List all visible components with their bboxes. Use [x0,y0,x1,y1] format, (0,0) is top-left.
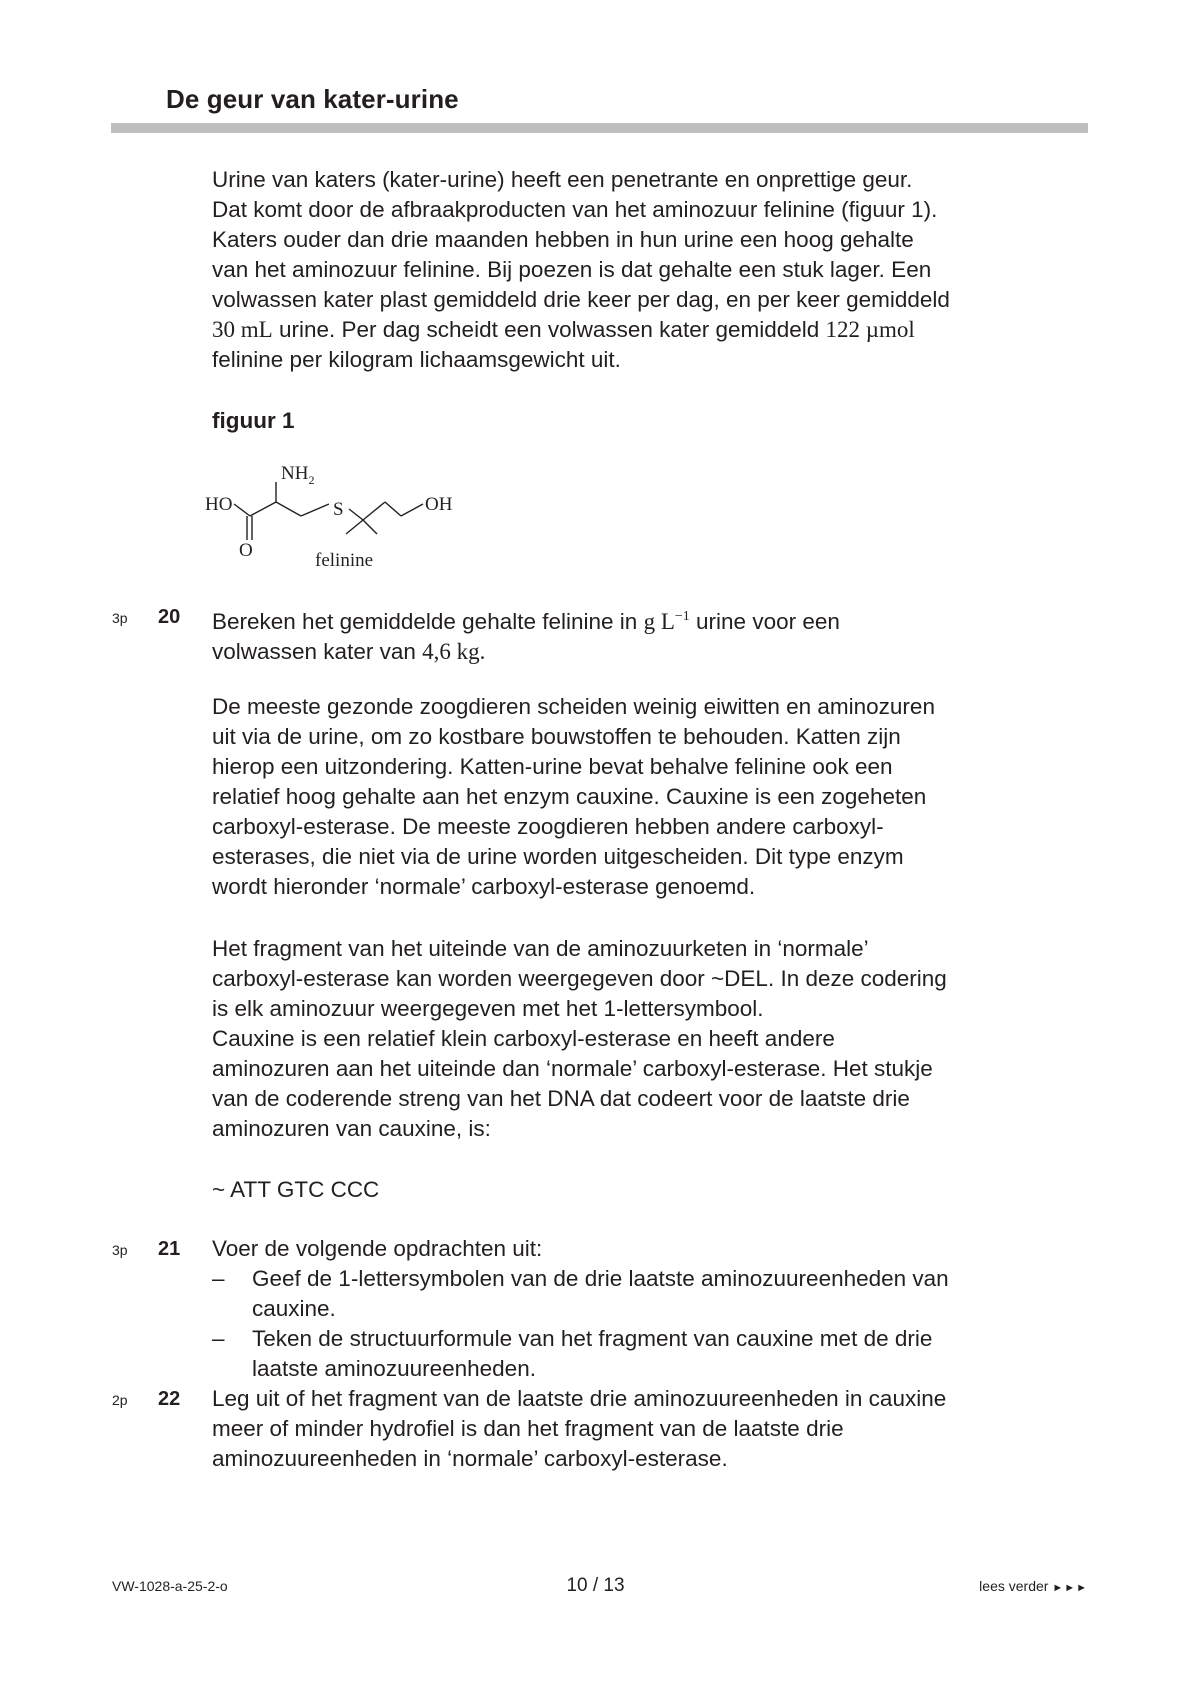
s-label: S [333,499,344,520]
page-number: 10 / 13 [566,1575,625,1596]
urine-volume: 30 mL [212,317,273,342]
exam-code: VW-1028-a-25-2-o [112,1578,228,1594]
o-label: O [239,540,253,561]
body-mass: 4,6 kg. [422,639,486,664]
felinine-structure-diagram [205,458,465,573]
question-points: 2p [112,1392,128,1408]
dna-sequence: ~ ATT GTC CCC [212,1177,380,1202]
question-22-text: Leg uit of het fragment van de laatste drie aminozuureenheden in cauxine meer of minder hydrofiel is dan het fragment van de laatste drie aminozuureenheden in ‘normale’ carboxyl-esterase. [212,1386,947,1471]
unit: g L [643,609,675,634]
intro-paragraph [212,165,1092,375]
paragraph-fragment: Het fragment van het uiteinde van de aminozuurketen in ‘normale’ carboxyl-esterase kan worden weergegeven door ~DEL. In deze codering is elk aminozuur weergegeven met het 1-lettersymbool. Cauxine is een relatief klein carboxyl-esterase en heeft andere aminozuren aan het uiteinde dan ‘normale’ carboxyl-esterase. Het stukje van de coderende streng van het DNA dat codeert voor de laatste drie aminozuren van cauxine, is: [212,936,947,1141]
nh2-label: $NH_2$ [281,463,315,487]
page-title: De geur van kater-urine [166,84,459,114]
paragraph-cauxine-intro: De meeste gezonde zoogdieren scheiden weinig eiwitten en aminozuren uit via de urine, om zo kostbare bouwstoffen te behouden. Katten zijn hierop een uitzondering. Katten-urine bevat behalve felinine ook een relatief hoog gehalte aan het enzym cauxine. Cauxine is een zogeheten carboxyl-esterase. De meeste zoogdieren hebben andere carboxyl- esterases, die niet via de urine worden uitgescheiden. Dit type enzym wordt hieronder ‘normale’ carboxyl-esterase genoemd. [212,694,935,899]
intro-line: Katers ouder dan drie maanden hebben in hun urine een hoog gehalte [212,227,914,252]
dash-icon: – [212,1266,225,1291]
continue-label: lees verder [979,1578,1049,1594]
header-divider [111,123,1088,133]
question-points: 3p [112,1242,128,1258]
ho-label: HO [205,494,233,515]
bond-lines [234,482,423,540]
continue-indicator [979,1578,1088,1594]
intro-line: felinine per kilogram lichaamsgewicht uit. [212,347,621,372]
dash-icon: – [212,1326,225,1351]
intro-line: 30 mL urine. Per dag scheidt een volwassen kater gemiddeld 122 µmol [212,317,915,342]
intro-line: volwassen kater plast gemiddeld drie keer per dag, en per keer gemiddeld [212,287,950,312]
task-bullet: – Geef de 1-lettersymbolen van de drie laatste aminozuureenheden van cauxine. [212,1266,949,1321]
question-number: 22 [158,1388,181,1410]
question-21-text: Voer de volgende opdrachten uit: – Geef de 1-lettersymbolen van de drie laatste aminozuureenheden van cauxine. – Teken de structuurformule van het fragment van cauxine met de drie laatste aminozuureenheden. [212,1234,1092,1384]
felinine-amount: 122 µmol [825,317,915,342]
question-points: 3p [112,610,128,626]
oh-label: OH [425,494,453,515]
intro-line: Dat komt door de afbraakproducten van het aminozuur felinine (figuur 1). [212,197,938,222]
task-bullet: – Teken de structuurformule van het fragment van cauxine met de drie laatste aminozuureenheden. [212,1326,933,1381]
intro-line: Urine van katers (kater-urine) heeft een penetrante en onprettige geur. [212,167,913,192]
figure-label: figuur 1 [212,408,295,433]
question-number: 21 [158,1238,181,1260]
continue-arrows-icon: ►►► [1052,1582,1088,1594]
question-20-text: Bereken het gemiddelde gehalte felinine in g $L^{-1}$ urine voor een volwassen kater van 4,6 kg. [212,609,840,664]
intro-line: van het aminozuur felinine. Bij poezen is dat gehalte een stuk lager. Een [212,257,932,282]
question-number: 20 [158,606,181,628]
molecule-name: felinine [315,550,374,571]
